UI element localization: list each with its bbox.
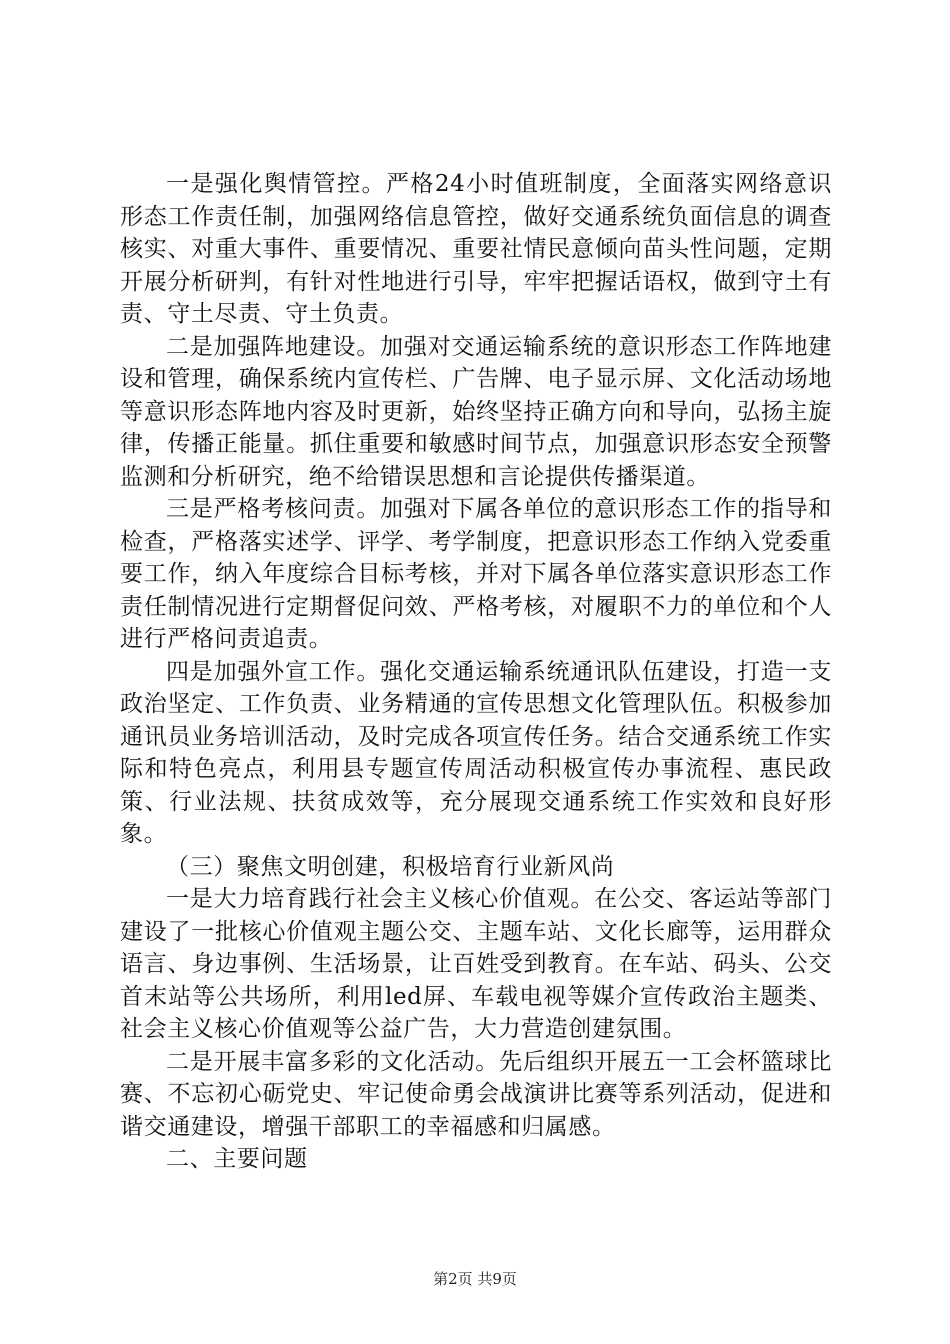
page-footer: 第2页 共9页 [433,1270,517,1288]
paragraph-core-values: 一是大力培育践行社会主义核心价值观。在公交、客运站等部门建设了一批核心价值观主题公交、主题车站、文化长廊等，运用群众语言、身边事例、生活场景，让百姓受到教育。在车站、码头、公交首末站等公共场所，利用led屏、车载电视等媒介宣传政治主题类、社会主义核心价值观等公益广告，大力营造创建氛围。 [120,886,832,1042]
paragraph-assessment-accountability: 三是严格考核问责。加强对下属各单位的意识形态工作的指导和检查，严格落实述学、评学、考学制度，把意识形态工作纳入党委重要工作，纳入年度综合目标考核，并对下属各单位落实意识形态工作责任制情况进行定期督促问效、严格考核，对履职不力的单位和个人进行严格问责追责。 [120,496,832,652]
paragraph-cultural-activities: 二是开展丰富多彩的文化活动。先后组织开展五一工会杯篮球比赛、不忘初心砺党史、牢记使命勇会战演讲比赛等系列活动，促进和谐交通建设，增强干部职工的幸福感和归属感。 [120,1048,832,1140]
section-heading-civilization: （三）聚焦文明创建，积极培育行业新风尚 [166,853,615,880]
document-body [120,168,832,1176]
paragraph-position-building: 二是加强阵地建设。加强对交通运输系统的意识形态工作阵地建设和管理，确保系统内宣传栏、广告牌、电子显示屏、文化活动场地等意识形态阵地内容及时更新，始终坚持正确方向和导向，弘扬主旋律，传播正能量。抓住重要和敏感时间节点，加强意识形态安全预警监测和分析研究，绝不给错误思想和言论提供传播渠道。 [120,333,832,490]
paragraph-external-publicity: 四是加强外宣工作。强化交通运输系统通讯队伍建设，打造一支政治坚定、工作负责、业务精通的宣传思想文化管理队伍。积极参加通讯员业务培训活动，及时完成各项宣传任务。结合交通系统工作实际和特色亮点，利用县专题宣传周活动积极宣传办事流程、惠民政策、行业法规、扶贫成效等，充分展现交通系统工作实效和良好形象。 [120,658,832,847]
paragraph-public-opinion-control: 一是强化舆情管控。严格24小时值班制度，全面落实网络意识形态工作责任制，加强网络信息管控，做好交通系统负面信息的调查核实、对重大事件、重要情况、重要社情民意倾向苗头性问题，定期开展分析研判，有针对性地进行引导，牢牢把握话语权，做到守土有责、守土尽责、守土负责。 [120,171,832,327]
section-heading-main-problems: 二、主要问题 [166,1146,308,1172]
